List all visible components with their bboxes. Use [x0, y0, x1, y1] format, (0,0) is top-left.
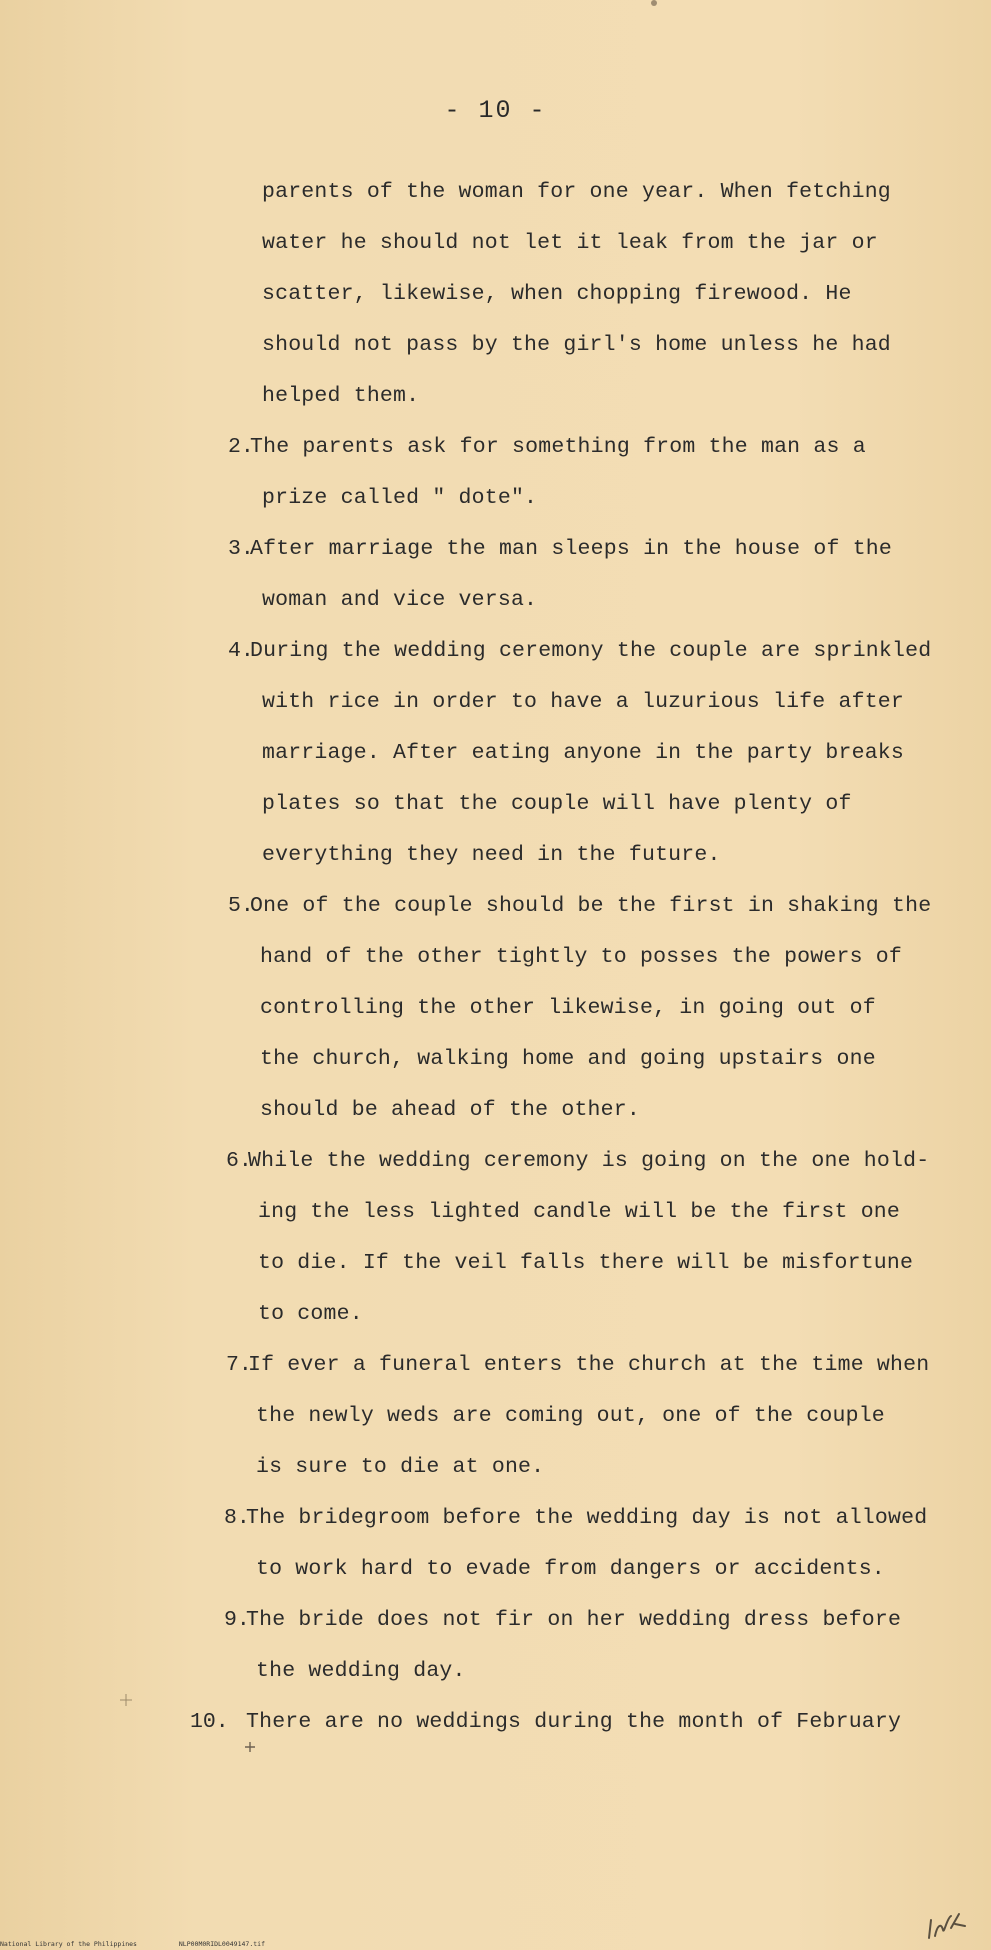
text-line: to work hard to evade from dangers or accidents. [256, 1557, 885, 1581]
text-line: is sure to die at one. [256, 1455, 545, 1479]
text-line: should not pass by the girl's home unless he had [262, 333, 891, 357]
text-line: If ever a funeral enters the church at the time when [248, 1353, 930, 1377]
text-line: with rice in order to have a luzurious life after [262, 690, 905, 714]
item-number: 8. [224, 1506, 250, 1530]
library-credit: National Library of the Philippines [0, 1940, 137, 1948]
text-line: should be ahead of the other. [260, 1098, 640, 1122]
item-number: 9. [224, 1608, 250, 1632]
text-line: While the wedding ceremony is going on the one hold- [248, 1149, 930, 1173]
item-number: 6. [226, 1149, 252, 1173]
text-line: During the wedding ceremony the couple are sprinkled [250, 639, 932, 663]
text-line: to come. [258, 1302, 363, 1326]
item-number: 5. [228, 894, 254, 918]
pencil-mark-icon [116, 1690, 136, 1710]
text-line: The bridegroom before the wedding day is not allowed [246, 1506, 928, 1530]
text-line: The bride does not fir on her wedding dress before [246, 1608, 902, 1632]
text-line: the church, walking home and going upstairs one [260, 1047, 876, 1071]
item-number: 2. [228, 435, 254, 459]
archive-stamp-icon [925, 1908, 967, 1942]
page-number: - 10 - [444, 96, 547, 125]
archive-footer [0, 1940, 303, 1948]
text-line: scatter, likewise, when chopping firewood. He [262, 282, 852, 306]
text-line: the wedding day. [256, 1659, 466, 1683]
item-number: 4. [228, 639, 254, 663]
ink-dot-icon [649, 0, 659, 10]
text-line: to die. If the veil falls there will be misfortune [258, 1251, 914, 1275]
text-line: everything they need in the future. [262, 843, 721, 867]
text-line: The parents ask for something from the man as a [250, 435, 866, 459]
text-line: marriage. After eating anyone in the party breaks [262, 741, 905, 765]
text-line: prize called " dote". [262, 486, 538, 510]
text-line: One of the couple should be the first in shaking the [250, 894, 932, 918]
item-number: 7. [226, 1353, 252, 1377]
pencil-cross-icon [243, 1740, 257, 1754]
text-line: the newly weds are coming out, one of the couple [256, 1404, 885, 1428]
text-line: ing the less lighted candle will be the first one [258, 1200, 901, 1224]
text-line: There are no weddings during the month of February [246, 1710, 902, 1734]
text-line: water he should not let it leak from the jar or [262, 231, 878, 255]
text-line: plates so that the couple will have plenty of [262, 792, 852, 816]
text-line: woman and vice versa. [262, 588, 538, 612]
text-line: controlling the other likewise, in going out of [260, 996, 876, 1020]
text-line: parents of the woman for one year. When fetching [262, 180, 891, 204]
text-line: hand of the other tightly to posses the powers of [260, 945, 903, 969]
text-line: helped them. [262, 384, 420, 408]
item-number: 3. [228, 537, 254, 561]
text-line: After marriage the man sleeps in the house of the [250, 537, 893, 561]
file-name: NLP00M0RIDL0049147.tif [178, 1940, 265, 1948]
item-number: 10. [190, 1710, 229, 1734]
